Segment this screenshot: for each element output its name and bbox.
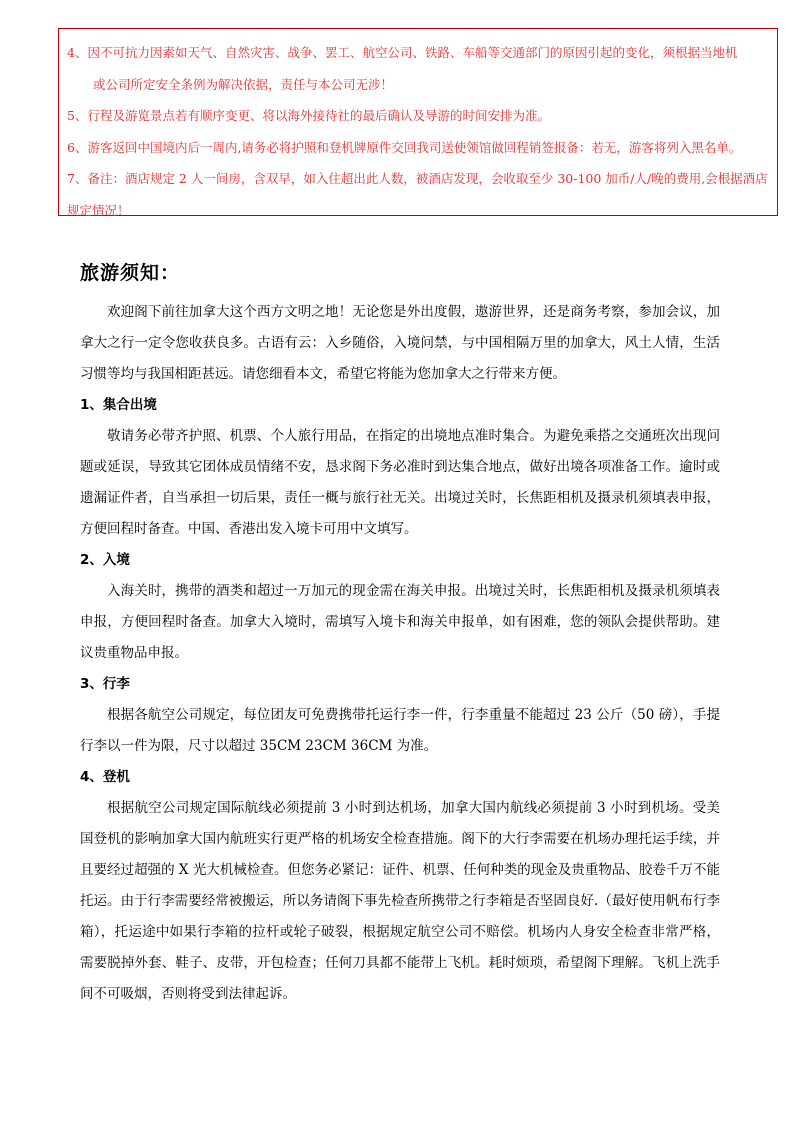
section-heading-luggage: 3、行李 <box>80 676 130 692</box>
notice-item-6: 6、游客返回中国境内后一周内,请务必将护照和登机牌原件交回我司送使领馆做回程销签报备：若无，游客将列入黑名单。 <box>67 139 742 155</box>
notice-item-4-line1: 4、因不可抗力因素如天气、自然灾害、战争、罢工、航空公司、铁路、车船等交通部门的原因引起的变化，须根据当地机 <box>67 45 738 60</box>
intro-paragraph: 欢迎阁下前往加拿大这个西方文明之地！无论您是外出度假，遨游世界，还是商务考察，参加会议，加拿大之行一定令您收获良多。古语有云：入乡随俗，入境问禁，与中国相隔万里的加拿大，风土人情，生活习惯等均与我国相距甚远。请您细看本文，希望它将能为您加拿大之行带来方便。 <box>80 304 720 382</box>
notice-box <box>58 28 778 216</box>
page-title: 旅游须知： <box>80 262 181 284</box>
section-heading-boarding: 4、登机 <box>80 769 130 785</box>
section-heading-entry: 2、入境 <box>80 552 130 568</box>
section-body-assembly: 敬请务必带齐护照、机票、个人旅行用品，在指定的出境地点准时集合。为避免乘搭之交通班次出现问题或延误，导致其它团体成员情绪不安，恳求阁下务必准时到达集合地点，做好出境各项准备工作。逾时或遗漏证件者，自当承担一切后果，责任一概与旅行社无关。出境过关时，长焦距相机及摄录机须填表申报，方便回程时备查。中国、香港出发入境卡可用中文填写。 <box>80 428 720 537</box>
travel-guide <box>80 258 720 1010</box>
section-heading-assembly: 1、集合出境 <box>80 397 157 413</box>
section-body-luggage: 根据各航空公司规定，每位团友可免费携带托运行李一件，行李重量不能超过 23 公斤（50 磅），手提行李以一件为限，尺寸以超过 35CM 23CM 36CM 为准。 <box>80 707 720 754</box>
section-body-entry: 入海关时，携带的酒类和超过一万加元的现金需在海关申报。出境过关时，长焦距相机及摄录机须填表申报，方便回程时备查。加拿大入境时，需填写入境卡和海关申报单，如有困难，您的领队会提供帮助。建议贵重物品申报。 <box>80 583 720 661</box>
notice-item-4-line2: 或公司所定安全条例为解决依据，责任与本公司无涉！ <box>93 76 394 92</box>
notice-item-7: 7、备注：酒店规定 2 人一间房，含双早，如入住超出此人数，被酒店发现，会收取至少 30-100 加币/人/晚的费用,会根据酒店规定情况！ <box>67 171 768 218</box>
section-body-boarding: 根据航空公司规定国际航线必须提前 3 小时到达机场，加拿大国内航线必须提前 3 小时到机场。受美国登机的影响加拿大国内航班实行更严格的机场安全检查措施。阁下的大行李需要在机场办理托运手续，并且要经过超强的 X 光大机械检查。但您务必紧记：证件、机票、任何种类的现金及贵重物品、胶卷千万不能托运。由于行李需要经常被搬运，所以务请阁下事先检查所携带之行李箱是否坚固良好.（最好使用帆布行李箱），托运途中如果行李箱的拉杆或轮子破裂，根据规定航空公司不赔偿。机场内人身安全检查非常严格，需要脱掉外套、鞋子、皮带，开包检查；任何刀具都不能带上飞机。耗时烦琐，希望阁下理解。飞机上洗手间不可吸烟，否则将受到法律起诉。 <box>80 800 720 1002</box>
notice-item-5: 5、行程及游览景点若有顺序变更、将以海外接待社的最后确认及导游的时间安排为准。 <box>67 108 550 123</box>
